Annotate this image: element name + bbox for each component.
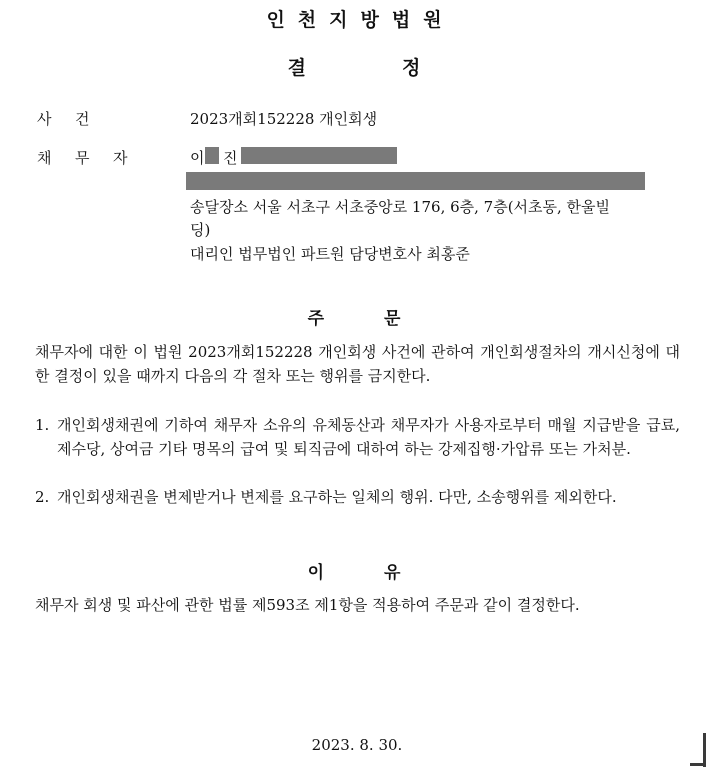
debtor-label bbox=[37, 147, 128, 168]
case-label-char: 건 bbox=[75, 110, 90, 128]
order-item-text: 개인회생채권을 변제받거나 변제를 요구하는 일체의 행위. 다만, 소송행위를 제외한다. bbox=[57, 488, 617, 506]
page-corner-mark bbox=[690, 763, 706, 766]
court-name: 인천지방법원 bbox=[266, 9, 455, 31]
case-label bbox=[37, 108, 90, 129]
order-item bbox=[35, 485, 680, 509]
order-item-number: 1. bbox=[35, 416, 50, 434]
service-address: 송달장소 서울 서초구 서초중앙로 176, 6층, 7층(서초동, 한울빌 bbox=[190, 198, 611, 216]
redaction-block bbox=[205, 147, 219, 164]
page-corner-mark bbox=[703, 733, 706, 767]
case-number: 2023개회152228 개인회생 bbox=[190, 110, 378, 128]
debtor-label-char: 자 bbox=[113, 149, 128, 167]
order-item-number: 2. bbox=[35, 488, 50, 506]
reason-text: 채무자 회생 및 파산에 관한 법률 제593조 제1항을 적용하여 주문과 같이 결정한다. bbox=[35, 596, 580, 614]
service-address-continued: 딩) bbox=[190, 221, 211, 239]
redaction-block bbox=[241, 147, 397, 164]
decision-date: 2023. 8. 30. bbox=[311, 736, 403, 754]
debtor-label-char: 채 bbox=[37, 149, 52, 167]
redaction-block bbox=[186, 172, 645, 190]
reason-heading: 이유 bbox=[307, 563, 461, 583]
order-heading: 주문 bbox=[307, 309, 461, 329]
debtor-name-last: 진 bbox=[223, 149, 238, 167]
debtor-name-first: 이 bbox=[190, 149, 205, 167]
legal-agent: 대리인 법무법인 파트원 담당변호사 최홍준 bbox=[190, 245, 470, 263]
order-intro: 채무자에 대한 이 법원 2023개회152228 개인회생 사건에 관하여 개인회생절차의 개시신청에 대한 결정이 있을 때까지 다음의 각 절차 또는 행위를 금지한다. bbox=[35, 343, 680, 385]
case-label-char: 사 bbox=[37, 110, 52, 128]
debtor-label-char: 무 bbox=[75, 149, 90, 167]
order-item-text: 개인회생채권에 기하여 채무자 소유의 유체동산과 채무자가 사용자로부터 매월 지급받을 급료, 제수당, 상여금 기타 명목의 급여 및 퇴직금에 대하여 하는 강제집행·가압류 또는 가처분. bbox=[57, 416, 680, 458]
document-type-title: 결정 bbox=[287, 57, 517, 79]
order-item bbox=[35, 413, 680, 461]
